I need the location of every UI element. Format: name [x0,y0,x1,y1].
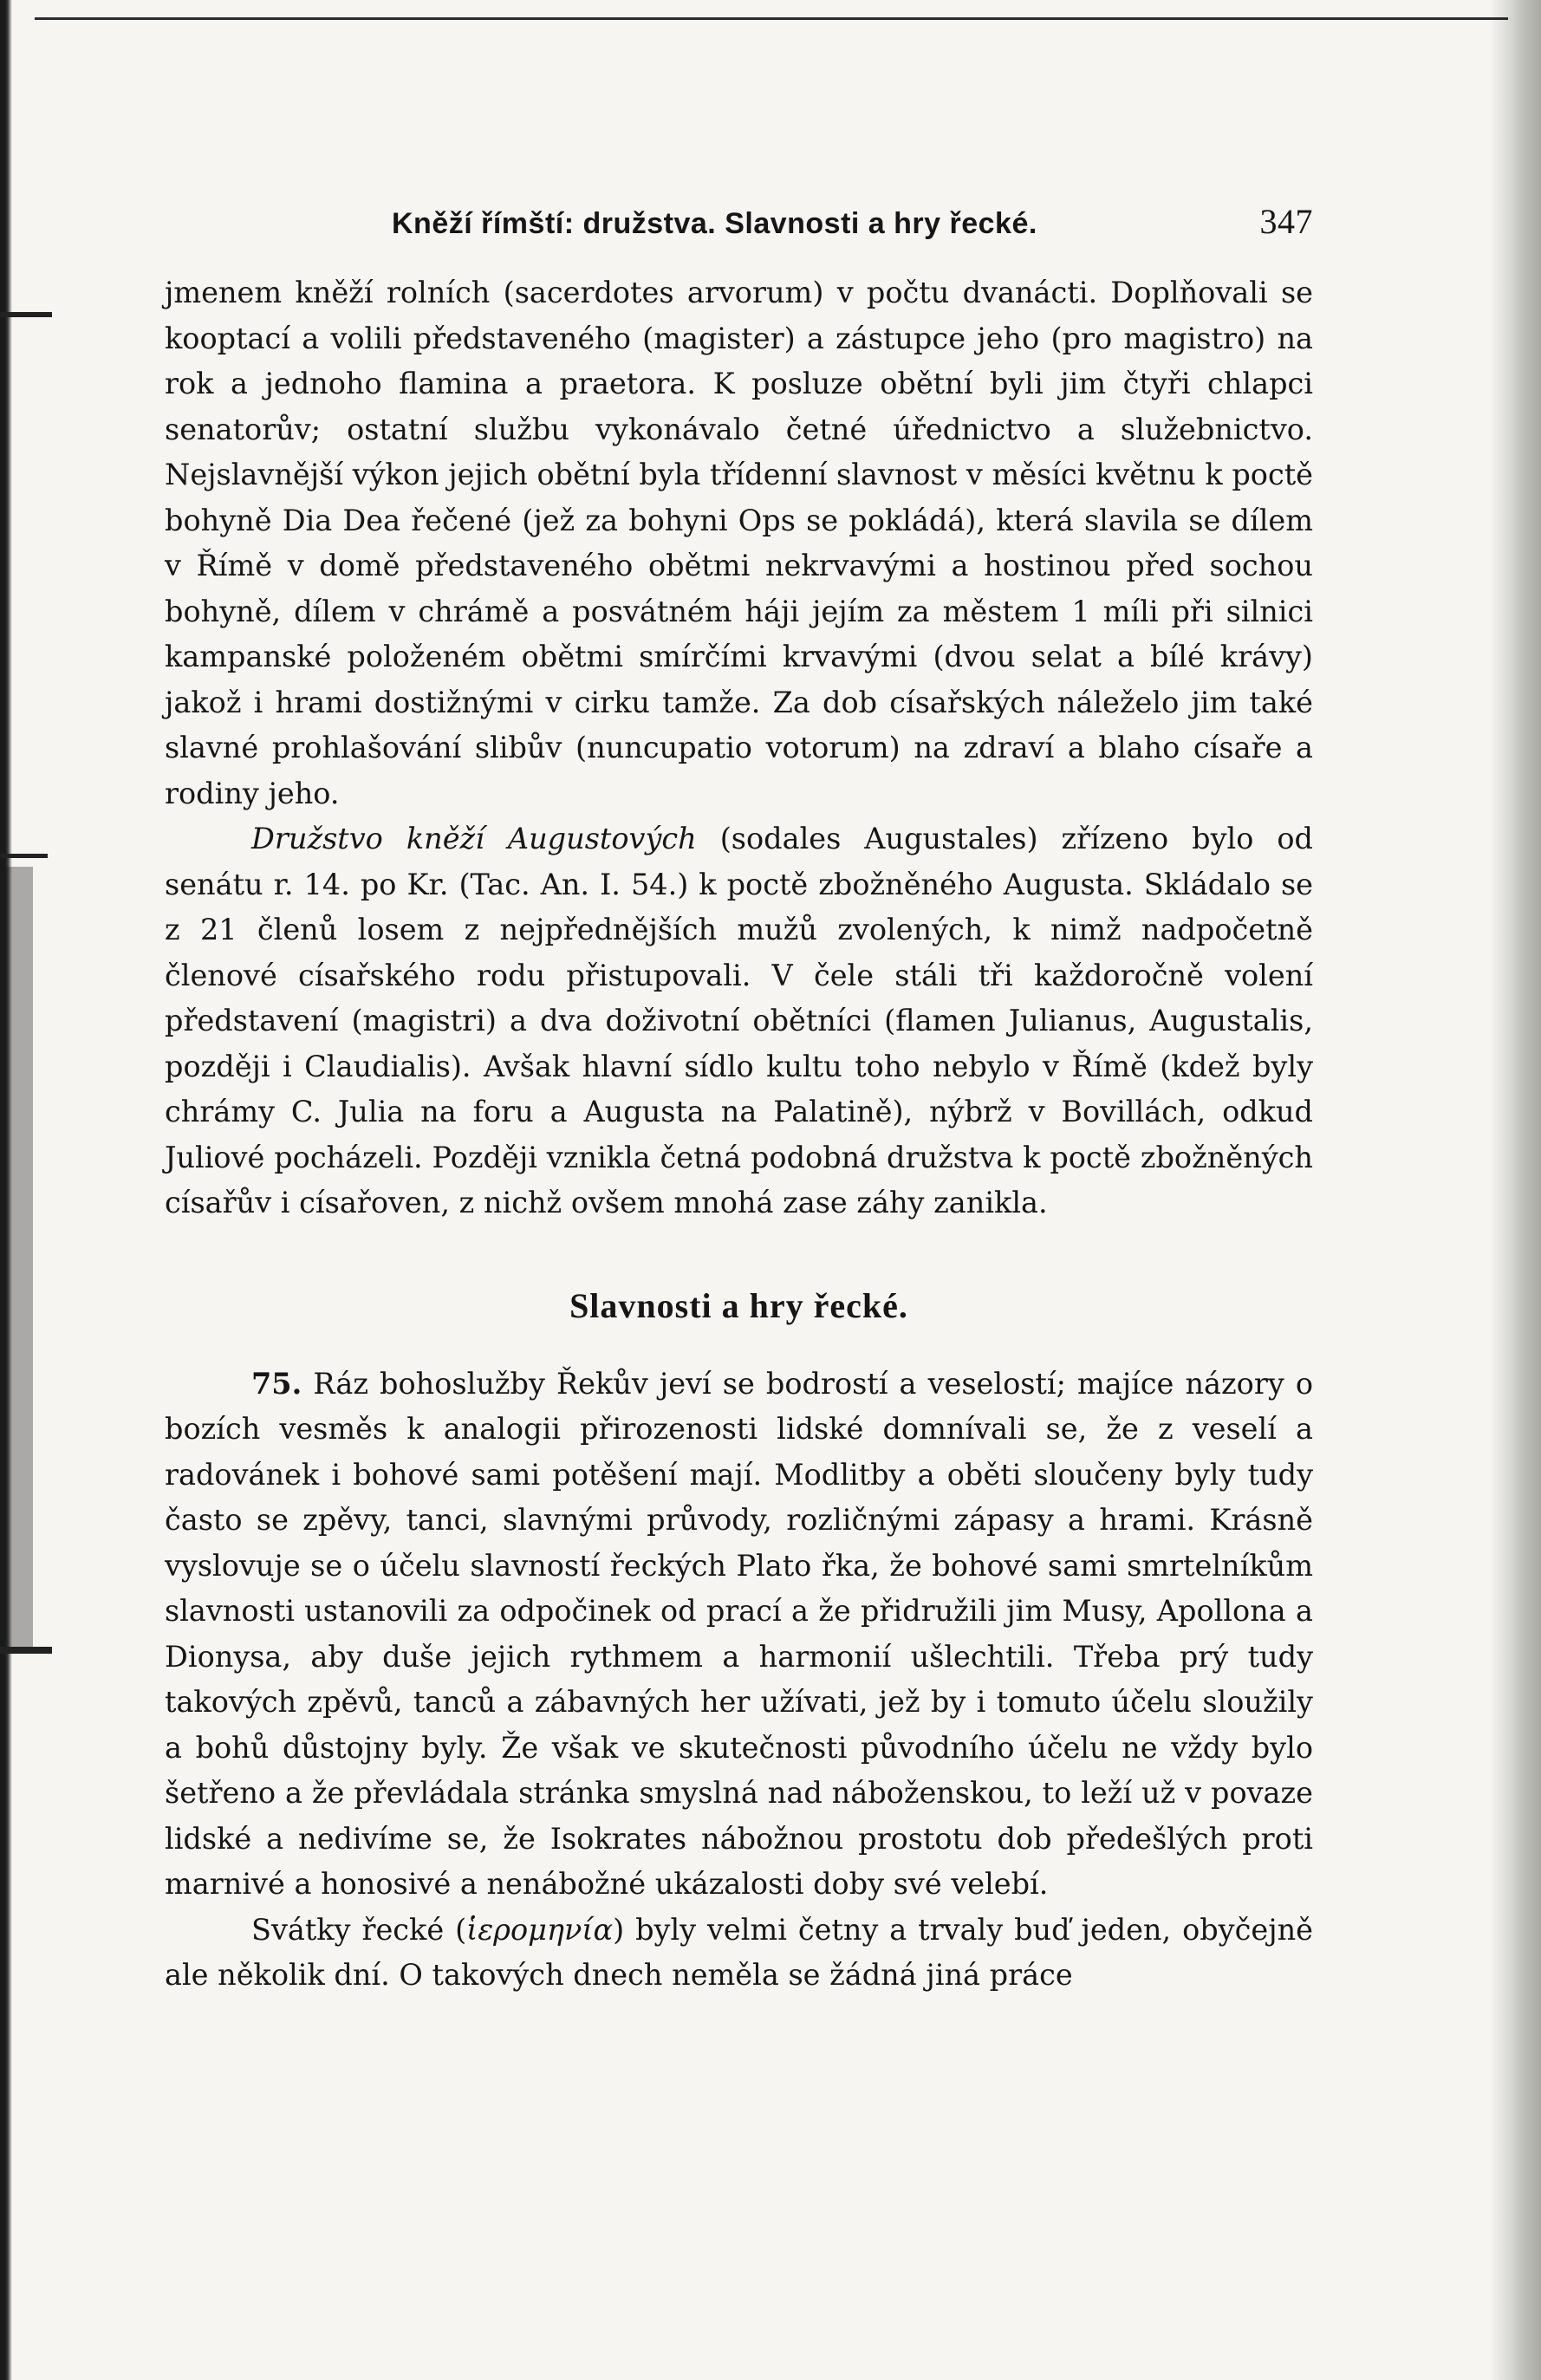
paragraph-greek-feasts [165,1908,1313,1999]
paragraph-arval-brethren: jmenem kněží rolních (sacerdotes arvorum) v počtu dvanácti. Doplňovali se kooptací a volili představeného (magister) a zástupce jeho (pro magistro) na rok a jednoho flamina a praetora. K posluze obětní byli jim čtyři chlapci senatorův; ostatní službu vykonávalo četné úřednictvo a služebnictvo. Nejslavnější výkon jejich obětní byla třídenní slavnost v měsíci květnu k poctě bohyně Dia Dea řečené (jež za bohyni Ops se pokládá), která slavila se dílem v Římě v domě představeného obětmi nekrvavými a hostinou před sochou bohyně, dílem v chrámě a posvátném háji jejím za městem 1 míli při silnici kampanské položeném obětmi smírčími krvavými (dvou selat a bílé krávy) jakož i hrami dostižnými v cirku tamže. Za dob císařských náleželo jim také slavné prohlašování slibův (nuncupatio votorum) na zdraví a blaho císaře a rodiny jeho. [165,276,1314,810]
section-number: 75. [251,1366,302,1401]
page-content [165,201,1313,1999]
paragraph-augustales [165,816,1313,1226]
paragraph-section-75 [165,1362,1313,1908]
page-number: 347 [1259,202,1313,241]
section-heading: Slavnosti a hry řecké. [569,1285,908,1325]
paragraph-greek-feasts-start: Svátky řecké ( [251,1912,467,1947]
italic-term: Družstvo kněží Augustových [251,822,697,855]
greek-term: ἱερομηνία [466,1912,614,1947]
paragraph-greek-feasts-text: ) byly velmi četny a trvaly buď jeden, obyčejně ale několik dní. O takových dnech neměla se žádná jiná práce [165,1912,1313,1992]
running-head-title: Kněží římští: družstva. Slavnosti a hry řecké. [392,207,1037,240]
paragraph-section-75-text: Ráz bohoslužby Řekův jeví se bodrostí a veselostí; majíce názory o bozích vesměs k analogii přirozenosti lidské domnívali se, že z veselí a radovánek i bohové sami potěšení mají. Modlitby a oběti sloučeny byly tudy často se zpěvy, tanci, slavnými průvody, rozličnými zápasy a hrami. Krásně vyslovuje se o účelu slavností řeckých Plato řka, že bohové sami smrtelníkům slavnosti ustanovili za odpočinek od prací a že přidružili jim Musy, Apollona a Dionysa, aby duše jejich rythmem a harmonií ušlechtili. Třeba prý tudy takových zpěvů, tanců a zábavných her užívati, jež by i tomuto účelu sloužily a bohů důstojny byly. Že však ve skutečnosti původního účelu ne vždy bylo šetřeno a že převládala stránka smyslná nad náboženskou, to leží už v povaze lidské a nedivíme se, že Isokrates nábožnou prostotu dob předešlých proti marnivé a honosivé a nenábožné ukázalosti doby své velebí. [165,1366,1313,1901]
paragraph-augustales-text: (sodales Augustales) zřízeno bylo od senátu r. 14. po Kr. (Tac. An. I. 54.) k poctě zbožněného Augusta. Skládalo se z 21 členů losem z nejpřednějších mužů zvolených, k nimž nadpočetně členové císařského rodu přistupovali. V čele stáli tři každoročně volení představení (magistri) a dva doživotní obětníci (flamen Julianus, Augustalis, později i Claudialis). Avšak hlavní sídlo kultu toho nebylo v Římě (kdež byly chrámy C. Julia na foru a Augusta na Palatině), nýbrž v Bovillách, odkud Juliové pocházeli. Později vznikla četná podobná družstva k poctě zbožněných císařův i císařoven, z nichž ovšem mnohá zase záhy zanikla. [165,822,1313,1219]
running-head [165,201,1313,253]
